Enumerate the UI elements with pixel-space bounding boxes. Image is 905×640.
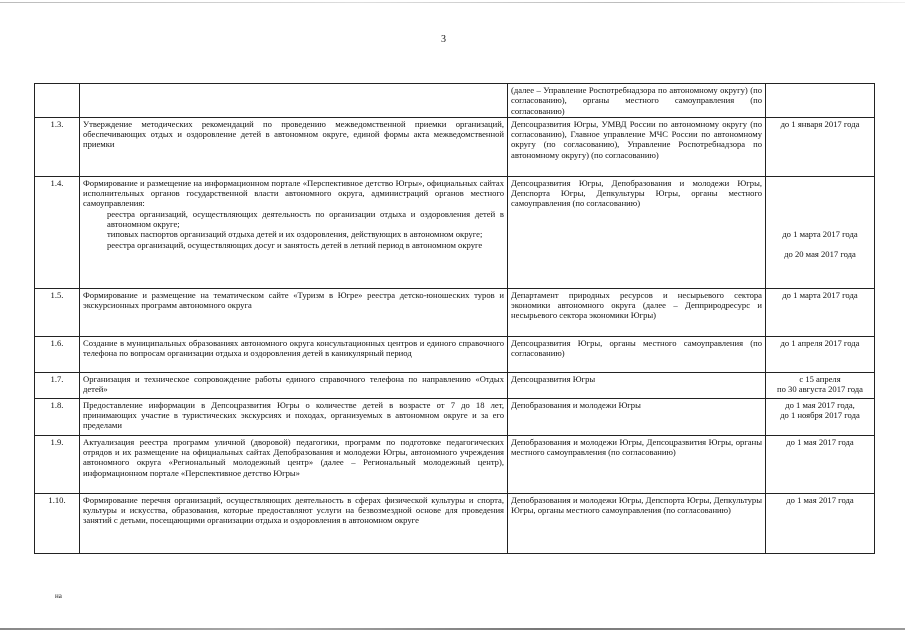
responsible-text: Депсоцразвития Югры, УМВД России по автономному округу (по согласованию), Главное управление МЧС России по автономному округу (по согласованию), Управление Роспотребнадзора по автономному округу) (по согласованию): [508, 117, 766, 176]
deadline-line: с 15 апреля: [799, 373, 841, 384]
task-paragraph: типовых паспортов организаций отдыха детей и их оздоровления, действующих в автономном округе;: [107, 229, 483, 240]
row-number: 1.4.: [35, 176, 80, 288]
task-text: Предоставление информации в Депсоцразвития Югры о количестве детей в возрасте от 7 до 18 лет, принимающих участие в туристических экскурсиях и походах, организуемых в автономном округе и за его пределами: [80, 398, 508, 435]
deadline-text: до 1 января 2017 года: [766, 117, 875, 176]
scan-edge-top: [0, 2, 905, 3]
row-number: 1.8.: [35, 398, 80, 435]
deadline-line: до 1 мая 2017 года,: [785, 399, 855, 410]
deadline-text: до 1 мая 2017 года: [766, 435, 875, 493]
row-number: 1.10.: [35, 493, 80, 553]
task-text: [80, 176, 508, 288]
row-number: 1.7.: [35, 372, 80, 398]
table-row: [35, 176, 875, 288]
responsible-text: Депобразования и молодежи Югры: [508, 398, 766, 435]
task-text: Актуализация реестра программ уличной (дворовой) педагогики, программ по подготовке педагогических отрядов и их размещение на официальных сайтах Депобразования и молодежи Югры, автономного учреждения автономного округа «Региональный молодежный центр» (далее – Региональный молодежный центр), информационном портале «Перспективное детство Югры»: [80, 435, 508, 493]
table-row: [35, 117, 875, 176]
row-number: 1.9.: [35, 435, 80, 493]
deadline-text: [766, 372, 875, 398]
plan-table: [34, 83, 875, 554]
responsible-text: Депсоцразвития Югры, органы местного самоуправления (по согласованию): [508, 336, 766, 372]
responsible-text: Депсоцразвития Югры: [508, 372, 766, 398]
deadline-line: по 30 августа 2017 года: [776, 384, 863, 395]
deadline-text: [766, 176, 875, 288]
responsible-text: (далее – Управление Роспотребнадзора по автономному округу) (по согласованию), органы местного самоуправления (по согласованию): [508, 84, 766, 118]
task-text: Формирование и размещение на тематическом сайте «Туризм в Югре» реестра детско-юношеских туров и экскурсионных программ автономного округа: [80, 288, 508, 336]
deadline-line: до 20 мая 2017 года: [784, 249, 856, 260]
table-row: [35, 493, 875, 553]
deadline-text: [766, 84, 875, 118]
deadline-text: до 1 марта 2017 года: [766, 288, 875, 336]
scan-edge-bottom: [0, 628, 905, 630]
deadline-line: до 1 марта 2017 года: [782, 228, 858, 239]
task-paragraph: реестра организаций, осуществляющих деятельность по организации отдыха и оздоровления детей в автономном округе;: [107, 208, 504, 230]
deadline-text: до 1 апреля 2017 года: [766, 336, 875, 372]
task-text: Утверждение методических рекомендаций по проведению межведомственной приемки организаций, обеспечивающих отдых и оздоровление детей в автономном округе, единой формы акта межведомственной приемки: [80, 117, 508, 176]
task-text: Организация и техническое сопровождение работы единого справочного телефона по направлению «Отдых детей»: [80, 372, 508, 398]
task-text: [80, 84, 508, 118]
responsible-text: Депсоцразвития Югры, Депобразования и молодежи Югры, Депспорта Югры, Депкультуры Югры, органы местного самоуправления (по согласованию): [508, 176, 766, 288]
table-row: [35, 288, 875, 336]
task-text: Создание в муниципальных образованиях автономного округа консультационных центров и единого справочного телефона по вопросам организации отдыха и оздоровления детей в каникулярный период: [80, 336, 508, 372]
row-number: 1.3.: [35, 117, 80, 176]
deadline-text: [766, 398, 875, 435]
row-number: [35, 84, 80, 118]
deadline-text: до 1 мая 2017 года: [766, 493, 875, 553]
task-paragraph: Формирование и размещение на информационном портале «Перспективное детство Югры», официальных сайтах исполнительных органов государственной власти автономного округа, администраций органов местного самоуправления:: [83, 177, 504, 209]
table-row: [35, 398, 875, 435]
table-row: [35, 435, 875, 493]
responsible-text: Депобразования и молодежи Югры, Депспорта Югры, Депкультуры Югры, органы местного самоуправления (по согласованию): [508, 493, 766, 553]
table-row: [35, 336, 875, 372]
row-number: 1.5.: [35, 288, 80, 336]
responsible-text: Депобразования и молодежи Югры, Депсоцразвития Югры, органы местного самоуправления (по согласованию): [508, 435, 766, 493]
deadline-line: до 1 ноября 2017 года: [780, 410, 860, 421]
task-paragraph: реестра организаций, осуществляющих досуг и занятость детей в летний период в автономном округе: [107, 239, 483, 250]
page-number: 3: [441, 34, 446, 45]
responsible-text: Департамент природных ресурсов и несырьевого сектора экономики автономного округа (далее – Депприродресурс и несырьевого сектора экономики Югры): [508, 288, 766, 336]
table-row: [35, 372, 875, 398]
row-number: 1.6.: [35, 336, 80, 372]
task-text: Формирование перечня организаций, осуществляющих деятельность в сферах физической культуры и спорта, культуры и искусства, образования, которые предоставляют услуги на безвозмездной основе для проведения занятий с детьми, посещающими организации отдыха и оздоровления в автономном округе: [80, 493, 508, 553]
footnote-mark: на: [55, 592, 62, 600]
table-row: [35, 84, 875, 118]
